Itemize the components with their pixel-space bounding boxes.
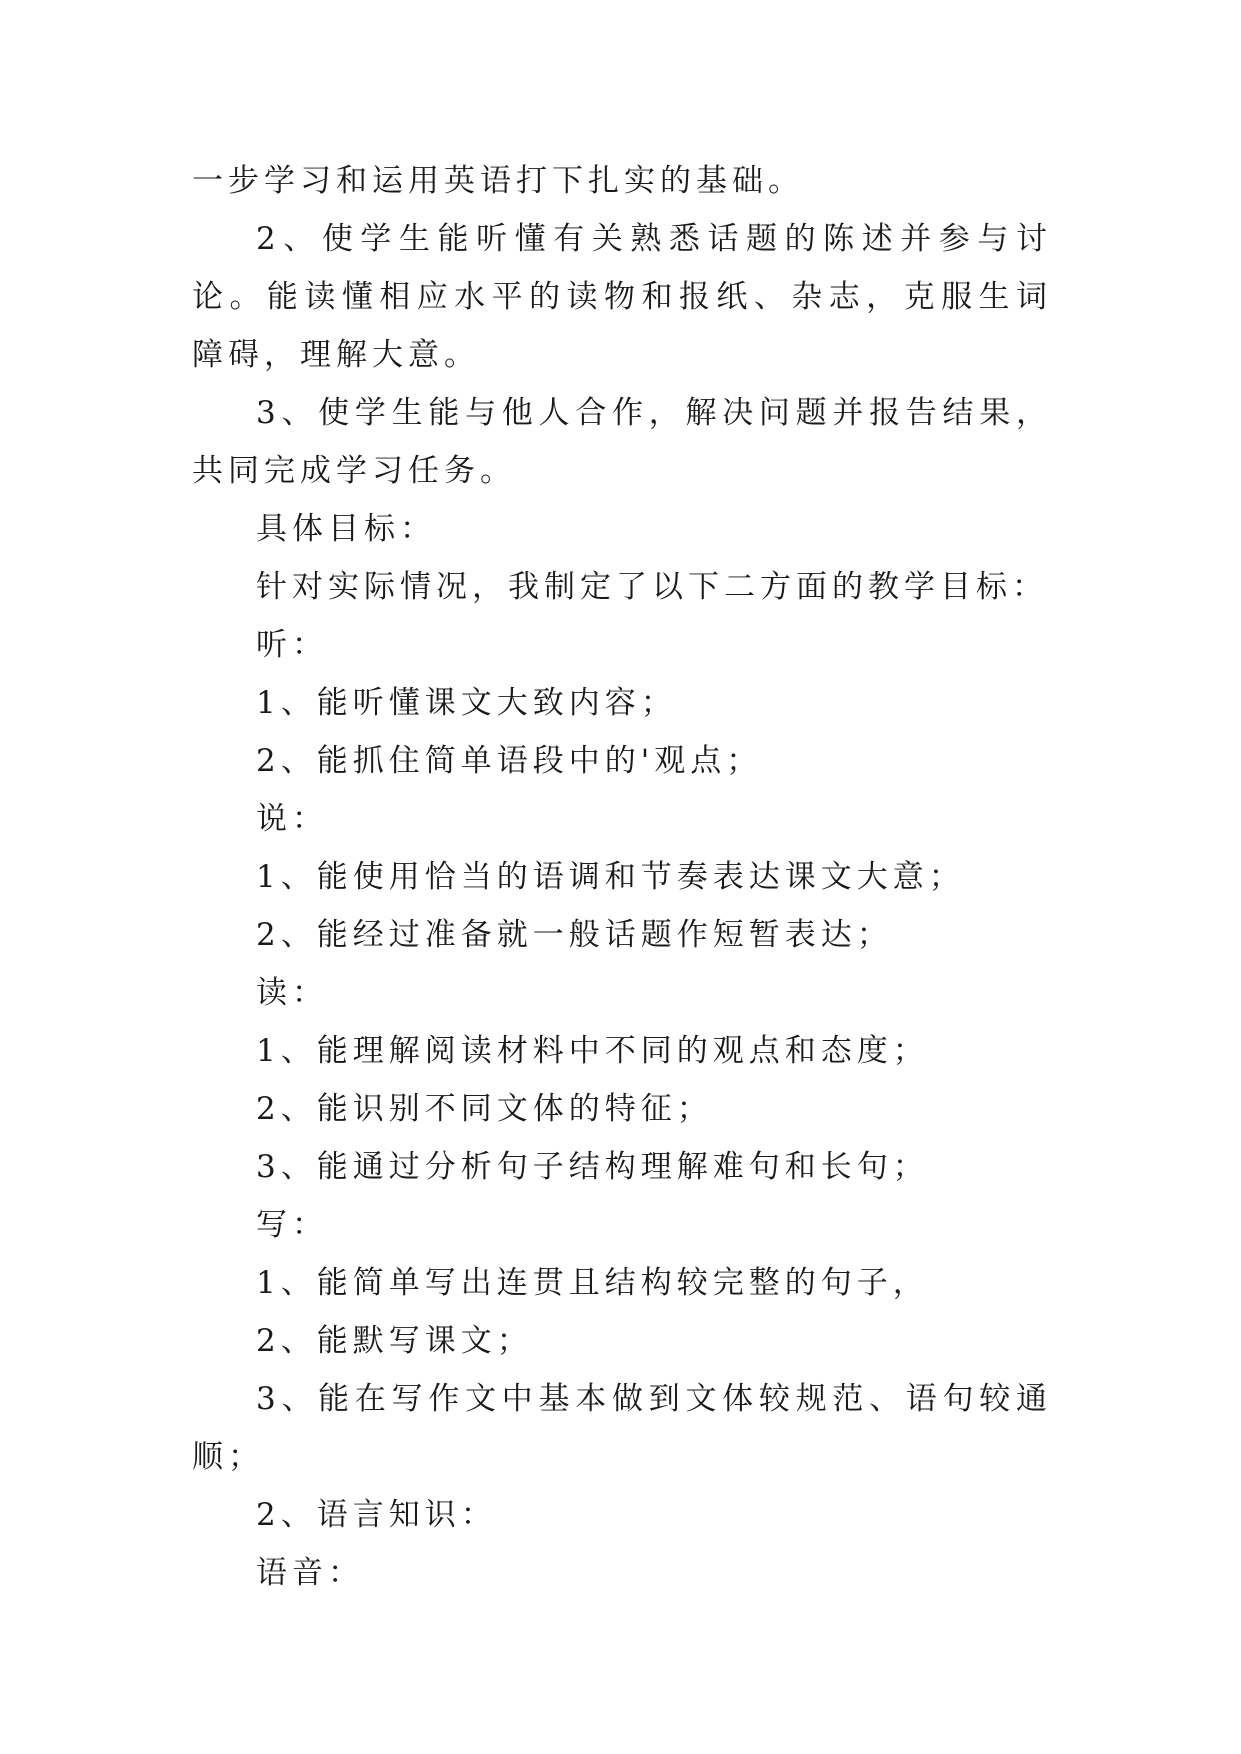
document-body: [192, 152, 1052, 1602]
list-item: 1、能使用恰当的语调和节奏表达课文大意；: [256, 859, 965, 895]
list-item: 2、能识别不同文体的特征；: [256, 1091, 713, 1127]
list-item: 2、能经过准备就一般话题作短暂表达；: [256, 917, 893, 953]
heading-reading: 读：: [256, 975, 328, 1011]
heading-pronunciation: 语音：: [256, 1555, 364, 1591]
list-item: 3、能在写作文中基本做到文体较规范、语句较通顺；: [192, 1381, 1052, 1475]
heading-language-knowledge: 2、语言知识：: [256, 1497, 497, 1533]
list-item: 2、能抓住简单语段中的'观点；: [256, 743, 763, 779]
list-item: 3、能通过分析句子结构理解难句和长句；: [256, 1149, 929, 1185]
list-item: 1、能简单写出连贯且结构较完整的句子，: [256, 1265, 929, 1301]
list-item: 1、能理解阅读材料中不同的观点和态度；: [256, 1033, 929, 1069]
heading-speaking: 说：: [256, 801, 328, 837]
paragraph-goal-3: 3、使学生能与他人合作，解决问题并报告结果，共同完成学习任务。: [192, 395, 1052, 489]
paragraph-goal-2: 2、使学生能听懂有关熟悉话题的陈述并参与讨论。能读懂相应水平的读物和报纸、杂志，克服生词障碍，理解大意。: [192, 221, 1052, 373]
list-item: 1、能听懂课文大致内容；: [256, 685, 677, 721]
list-item: 2、能默写课文；: [256, 1323, 533, 1359]
heading-specific-goals: 具体目标：: [256, 511, 436, 547]
heading-listening: 听：: [256, 627, 328, 663]
paragraph-intro: 针对实际情况，我制定了以下二方面的教学目标：: [256, 569, 1048, 605]
paragraph-continuation: 一步学习和运用英语打下扎实的基础。: [192, 163, 804, 199]
heading-writing: 写：: [256, 1207, 328, 1243]
